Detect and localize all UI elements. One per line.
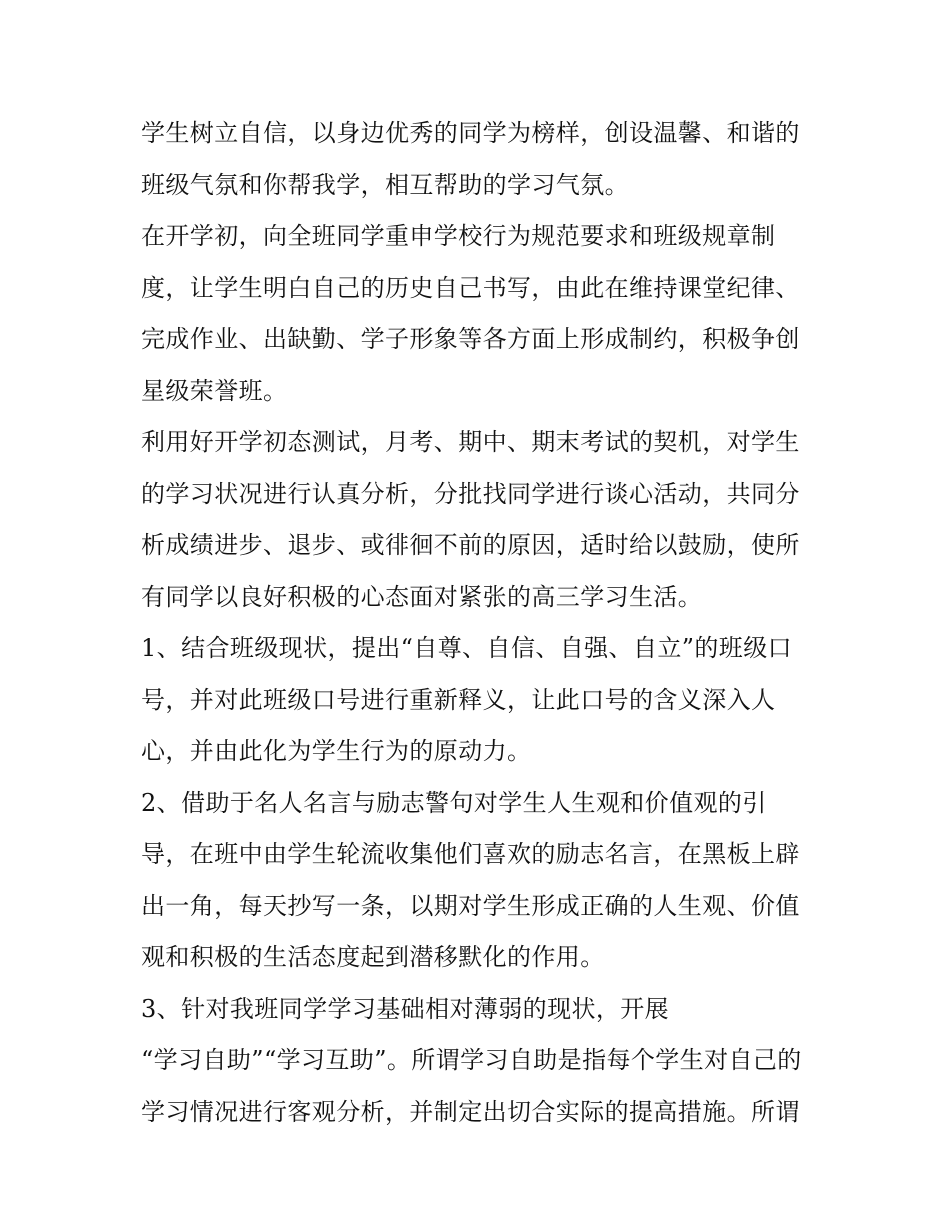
text-line: 完成作业、出缺勤、学子形象等各方面上形成制约，积极争创	[141, 325, 800, 353]
text-line: 观和积极的生活态度起到潜移默化的作用。	[141, 943, 605, 971]
text-line: 1、结合班级现状，提出“自尊、自信、自强、自立”的班级口	[141, 634, 793, 662]
text-line: 心，并由此化为学生行为的原动力。	[141, 737, 532, 765]
text-line: 有同学以良好积极的心态面对紧张的高三学习生活。	[141, 582, 703, 611]
body-text	[141, 108, 821, 1138]
text-line: 度，让学生明白自己的历史自己书写，由此在维持课堂纪律、	[141, 273, 800, 302]
text-line: “学习自助”“学习互助”。所谓学习自助是指每个学生对自己的	[141, 1046, 802, 1074]
text-line: 在开学初，向全班同学重申学校行为规范要求和班级规章制	[141, 222, 776, 250]
text-line: 星级荣誉班。	[141, 376, 288, 405]
text-line: 析成绩进步、退步、或徘徊不前的原因，适时给以鼓励，使所	[141, 531, 800, 559]
text-line: 的学习状况进行认真分析，分批找同学进行谈心活动，共同分	[141, 479, 800, 508]
text-line: 出一角，每天抄写一条，以期对学生形成正确的人生观、价值	[141, 891, 800, 920]
text-line: 2、借助于名人名言与励志警句对学生人生观和价值观的引	[141, 788, 767, 817]
text-line: 班级气氛和你帮我学，相互帮助的学习气氛。	[141, 170, 629, 199]
text-line: 学生树立自信，以身边优秀的同学为榜样，创设温馨、和谐的	[141, 119, 800, 147]
text-line: 利用好开学初态测试，月考、期中、期末考试的契机，对学生	[141, 428, 800, 456]
text-line: 3、针对我班同学学习基础相对薄弱的现状，开展	[141, 994, 670, 1023]
text-line: 号，并对此班级口号进行重新释义，让此口号的含义深入人	[141, 685, 776, 714]
text-line: 导，在班中由学生轮流收集他们喜欢的励志名言，在黑板上辟	[141, 840, 800, 868]
text-line: 学习情况进行客观分析，并制定出切合实际的提高措施。所谓	[141, 1097, 800, 1126]
